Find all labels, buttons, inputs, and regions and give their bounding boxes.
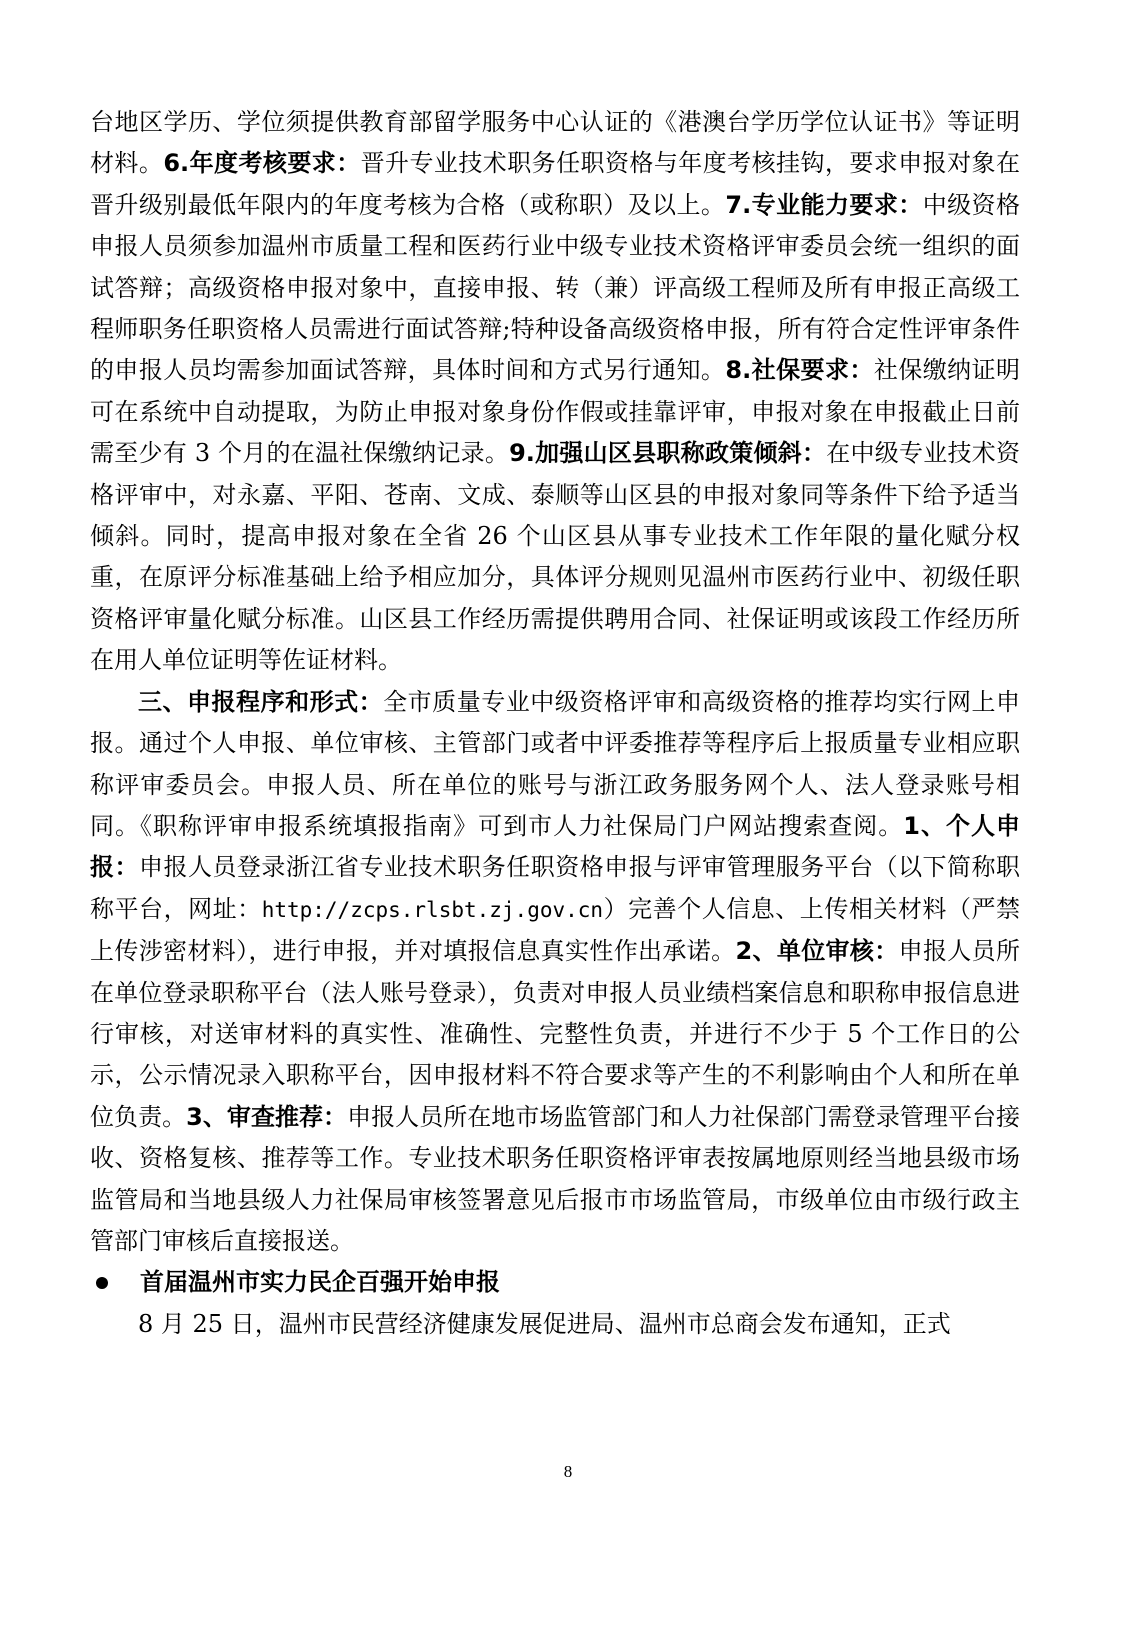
heading-procedure: 三、申报程序和形式： (138, 687, 384, 716)
platform-url: http://zcps.rlsbt.zj.gov.cn (261, 897, 604, 922)
bullet-heading (90, 1262, 1020, 1303)
heading-review-recommend: 3、审查推荐： (186, 1102, 348, 1131)
heading-annual-assessment: 6.年度考核要求： (163, 149, 361, 178)
paragraph-requirements: 台地区学历、学位须提供教育部留学服务中心认证的《港澳台学历学位认证书》等证明材料。6.年度考核要求：晋升专业技术职务任职资格与年度考核挂钩，要求申报对象在晋升级别最低年限内的年度考核为合格（或称职）及以上。7.专业能力要求：中级资格申报人员须参加温州市质量工程和医药行业中级专业技术资格评审委员会统一组织的面试答辩；高级资格申报对象中，直接申报、转（兼）评高级工程师及所有申报正高级工程师职务任职资格人员需进行面试答辩;特种设备高级资格申报，所有符合定性评审条件的申报人员均需参加面试答辩，具体时间和方式另行通知。8.社保要求：社保缴纳证明可在系统中自动提取，为防止申报对象身份作假或挂靠评审，申报对象在申报截止日前需至少有 3 个月的在温社保缴纳记录。9.加强山区县职称政策倾斜：在中级专业技术资格评审中，对永嘉、平阳、苍南、文成、泰顺等山区县的申报对象同等条件下给予适当倾斜。同时，提高申报对象在全省 26 个山区县从事专业技术工作年限的量化赋分权重，在原评分标准基础上给予相应加分，具体评分规则见温州市医药行业中、初级任职资格评审量化赋分标准。山区县工作经历需提供聘用合同、社保证明或该段工作经历所在用人单位证明等佐证材料。 (90, 108, 1021, 675)
heading-personal-application: 1、个人申报： (90, 811, 1020, 882)
paragraph-announcement: 8 月 25 日，温州市民营经济健康发展促进局、温州市总商会发布通知，正式 (138, 1309, 951, 1338)
heading-unit-review: 2、单位审核： (735, 937, 899, 966)
paragraph-procedure: 三、申报程序和形式：全市质量专业中级资格评审和高级资格的推荐均实行网上申报。通过个人申报、单位审核、主管部门或者中评委推荐等程序后上报质量专业相应职称评审委员会。申报人员、所在单位的账号与浙江政务服务网个人、法人登录账号相同。《职称评审申报系统填报指南》可到市人力社保局门户网站搜索查阅。1、个人申报：申报人员登录浙江省专业技术职务任职资格申报与评审管理服务平台（以下简称职称平台，网址：http://zcps.rlsbt.zj.gov.cn）完善个人信息、上传相关材料（严禁上传涉密材料），进行申报，并对填报信息真实性作出承诺。2、单位审核：申报人员所在单位登录职称平台（法人账号登录），负责对申报人员业绩档案信息和职称申报信息进行审核，对送审材料的真实性、准确性、完整性负责，并进行不少于 5 个工作日的公示，公示情况录入职称平台，因申报材料不符合要求等产生的不利影响由个人和所在单位负责。3、审查推荐：申报人员所在地市场监管部门和人力社保部门需登录管理平台接收、资格复核、推荐等工作。专业技术职务任职资格评审表按属地原则经当地县级市场监管局和当地县级人力社保局审核签署意见后报市市场监管局，市级单位由市级行政主管部门审核后直接报送。 (90, 687, 1021, 1255)
bullet-heading-text: 首届温州市实力民企百强开始申报 (140, 1268, 500, 1297)
page-number: 8 (563, 1462, 573, 1481)
bullet-dot-icon (96, 1277, 108, 1289)
heading-mountain-county: 9.加强山区县职称政策倾斜： (509, 439, 827, 468)
document-body (90, 102, 1020, 1345)
heading-social-security: 8.社保要求： (725, 356, 874, 385)
heading-professional-ability: 7.专业能力要求： (725, 190, 923, 219)
